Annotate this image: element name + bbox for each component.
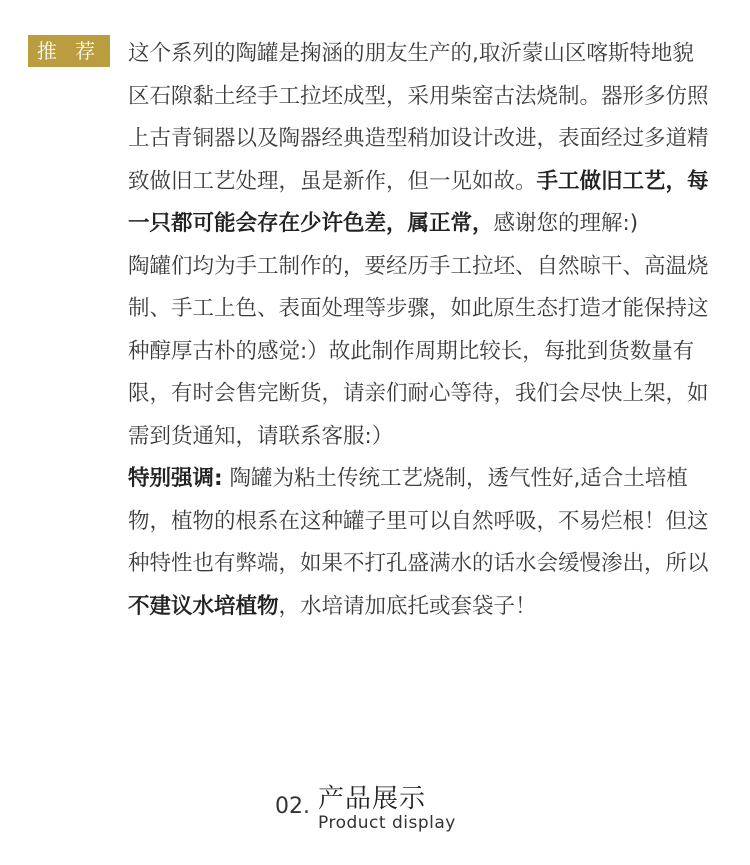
section-number: 02. — [275, 794, 310, 819]
section-subtitle: Product display — [318, 813, 456, 833]
description-text: 这个系列的陶罐是掬涵的朋友生产的,取沂蒙山区喀斯特地貌区石隙黏土经手工拉坯成型，采用柴窑古法烧制。器形多仿照上古青铜器以及陶器经典造型稍加设计改进，表面经过多道精致做旧工艺处理，虽是新作，但一见如故。 — [128, 41, 709, 194]
section-header — [275, 778, 535, 838]
section-title: 产品展示 — [318, 784, 427, 814]
description-text: 感谢您的理解:) — [493, 211, 639, 236]
description-paragraph-1 — [128, 33, 712, 246]
description-text: ，水培请加底托或套袋子！ — [278, 593, 537, 619]
description-text: 陶罐们均为手工制作的，要经历手工拉坯、自然晾干、高温烧制、手工上色、表面处理等步骤，如此原生态打造才能保持这种醇厚古朴的感觉:）故此制作周期比较长，每批到货数量有限，有时会售完断货，请亲们耐心等待，我们会尽快上架，如需到货通知，请联系客服:） — [128, 253, 709, 449]
product-description — [128, 33, 712, 628]
notice-label: 特别强调: — [128, 466, 223, 491]
recommend-badge: 推 荐 — [28, 35, 110, 67]
description-paragraph-2 — [128, 246, 712, 459]
description-text: 陶罐为粘土传统工艺烧制，透气性好,适合土培植物，植物的根系在这种罐子里可以自然呼吸，不易烂根！但这种特性也有弊端，如果不打孔盛满水的话水会缓慢渗出，所以 — [128, 466, 709, 576]
description-emphasis: 不建议水培植物 — [128, 593, 279, 619]
description-paragraph-3 — [128, 458, 712, 628]
description-emphasis: 手工做旧工艺，每一只都可能会存在少许色差，属正常， — [128, 168, 709, 236]
